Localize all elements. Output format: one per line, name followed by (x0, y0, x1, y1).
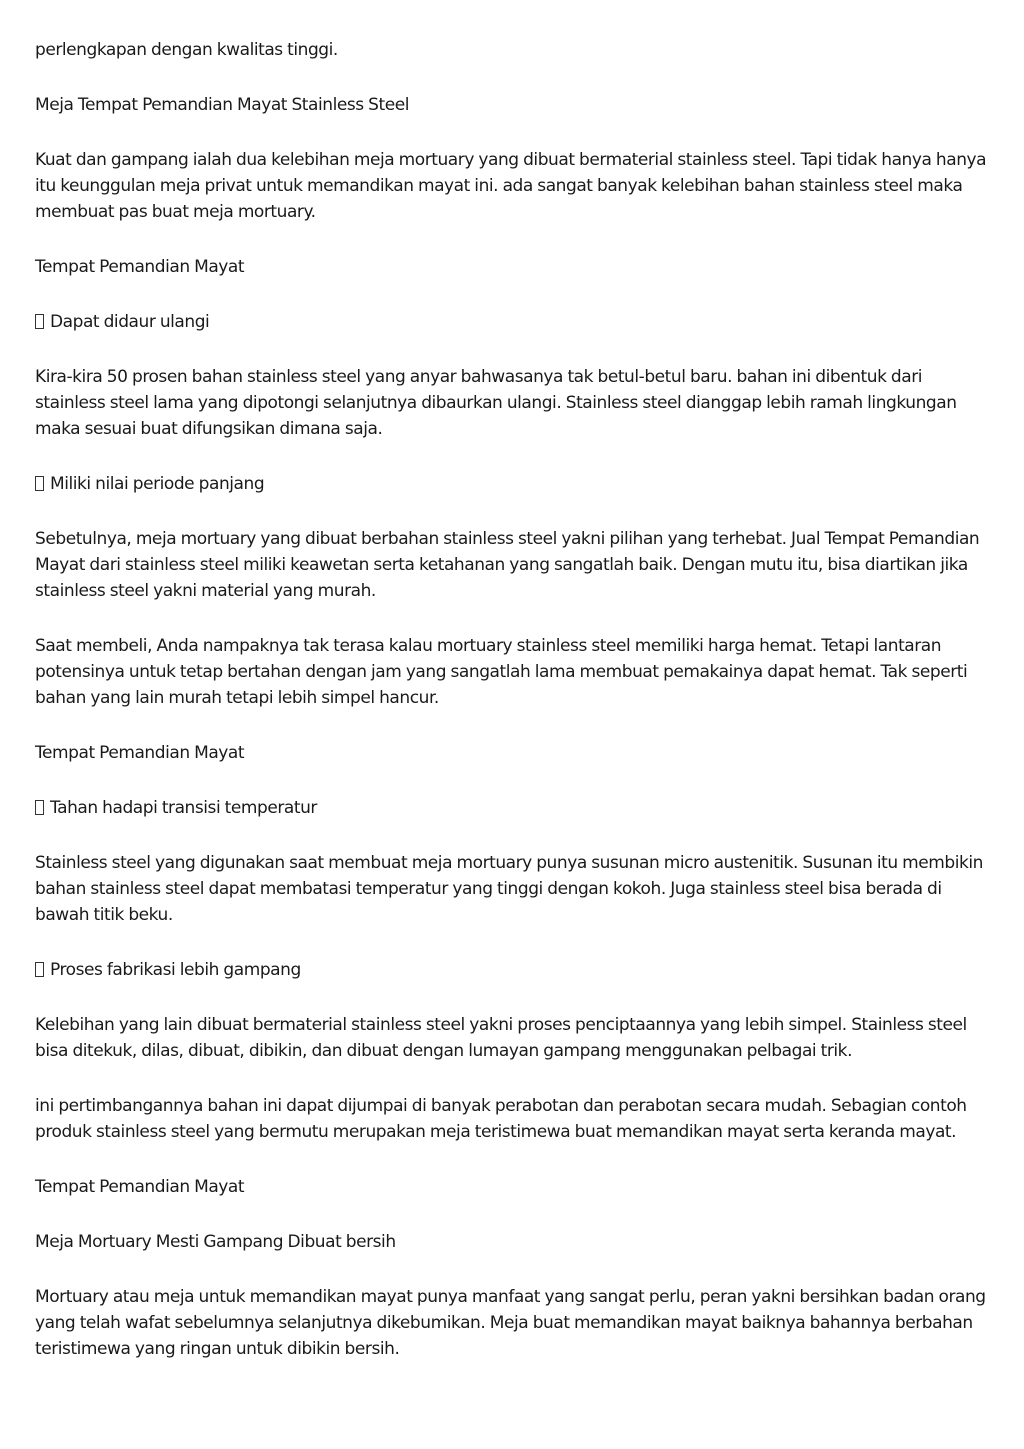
section-heading: Tempat Pemandian Mayat (35, 743, 245, 763)
paragraph: perlengkapan dengan kwalitas tinggi. (35, 40, 338, 60)
bullet-item (35, 309, 993, 335)
bullet-item (35, 471, 993, 497)
bullet-item-label: Dapat didaur ulangi (50, 312, 210, 332)
paragraph: Kira-kira 50 prosen bahan stainless steel yang anyar bahwasanya tak betul-betul baru. bahan ini dibentuk dari stainless steel lama yang dipotongi selanjutnya dibaurkan ulangi. Stainless steel dianggap lebih ramah lingkungan maka sesuai buat difungsikan dimana saja. (35, 367, 957, 439)
document-body (35, 37, 993, 1391)
missing-glyph-box-icon (35, 314, 44, 329)
bullet-item-label: Miliki nilai periode panjang (50, 474, 265, 494)
bullet-item (35, 795, 993, 821)
bullet-item (35, 957, 993, 983)
missing-glyph-box-icon (35, 800, 44, 815)
paragraph: Stainless steel yang digunakan saat membuat meja mortuary punya susunan micro austenitik. Susunan itu membikin bahan stainless steel dapat membatasi temperatur yang tinggi dengan kokoh. Juga stainless steel bisa berada di bawah titik beku. (35, 853, 984, 925)
missing-glyph-box-icon (35, 962, 44, 977)
bullet-item-label: Tahan hadapi transisi temperatur (50, 798, 317, 818)
paragraph: Kuat dan gampang ialah dua kelebihan meja mortuary yang dibuat bermaterial stainless steel. Tapi tidak hanya hanya itu keunggulan meja privat untuk memandikan mayat ini. ada sangat banyak kelebihan bahan stainless steel maka membuat pas buat meja mortuary. (35, 150, 987, 222)
section-heading: Meja Mortuary Mesti Gampang Dibuat bersih (35, 1232, 396, 1252)
section-heading: Meja Tempat Pemandian Mayat Stainless Steel (35, 95, 409, 115)
missing-glyph-box-icon (35, 476, 44, 491)
paragraph: Mortuary atau meja untuk memandikan mayat punya manfaat yang sangat perlu, peran yakni bersihkan badan orang yang telah wafat sebelumnya selanjutnya dikebumikan. Meja buat memandikan mayat baiknya bahannya berbahan teristimewa yang ringan untuk dibikin bersih. (35, 1287, 986, 1359)
paragraph: Kelebihan yang lain dibuat bermaterial stainless steel yakni proses penciptaannya yang lebih simpel. Stainless steel bisa ditekuk, dilas, dibuat, dibikin, dan dibuat dengan lumayan gampang menggunakan pelbagai trik. (35, 1015, 967, 1061)
paragraph: ini pertimbangannya bahan ini dapat dijumpai di banyak perabotan dan perabotan secara mudah. Sebagian contoh produk stainless steel yang bermutu merupakan meja teristimewa buat memandikan mayat serta keranda mayat. (35, 1096, 967, 1142)
bullet-item-label: Proses fabrikasi lebih gampang (50, 960, 301, 980)
paragraph: Saat membeli, Anda nampaknya tak terasa kalau mortuary stainless steel memiliki harga hemat. Tetapi lantaran potensinya untuk tetap bertahan dengan jam yang sangatlah lama membuat pemakainya dapat hemat. Tak seperti bahan yang lain murah tetapi lebih simpel hancur. (35, 636, 968, 708)
section-heading: Tempat Pemandian Mayat (35, 1177, 245, 1197)
paragraph: Sebetulnya, meja mortuary yang dibuat berbahan stainless steel yakni pilihan yang terhebat. Jual Tempat Pemandian Mayat dari stainless steel miliki keawetan serta ketahanan yang sangatlah baik. Dengan mutu itu, bisa diartikan jika stainless steel yakni material yang murah. (35, 529, 980, 601)
section-heading: Tempat Pemandian Mayat (35, 257, 245, 277)
